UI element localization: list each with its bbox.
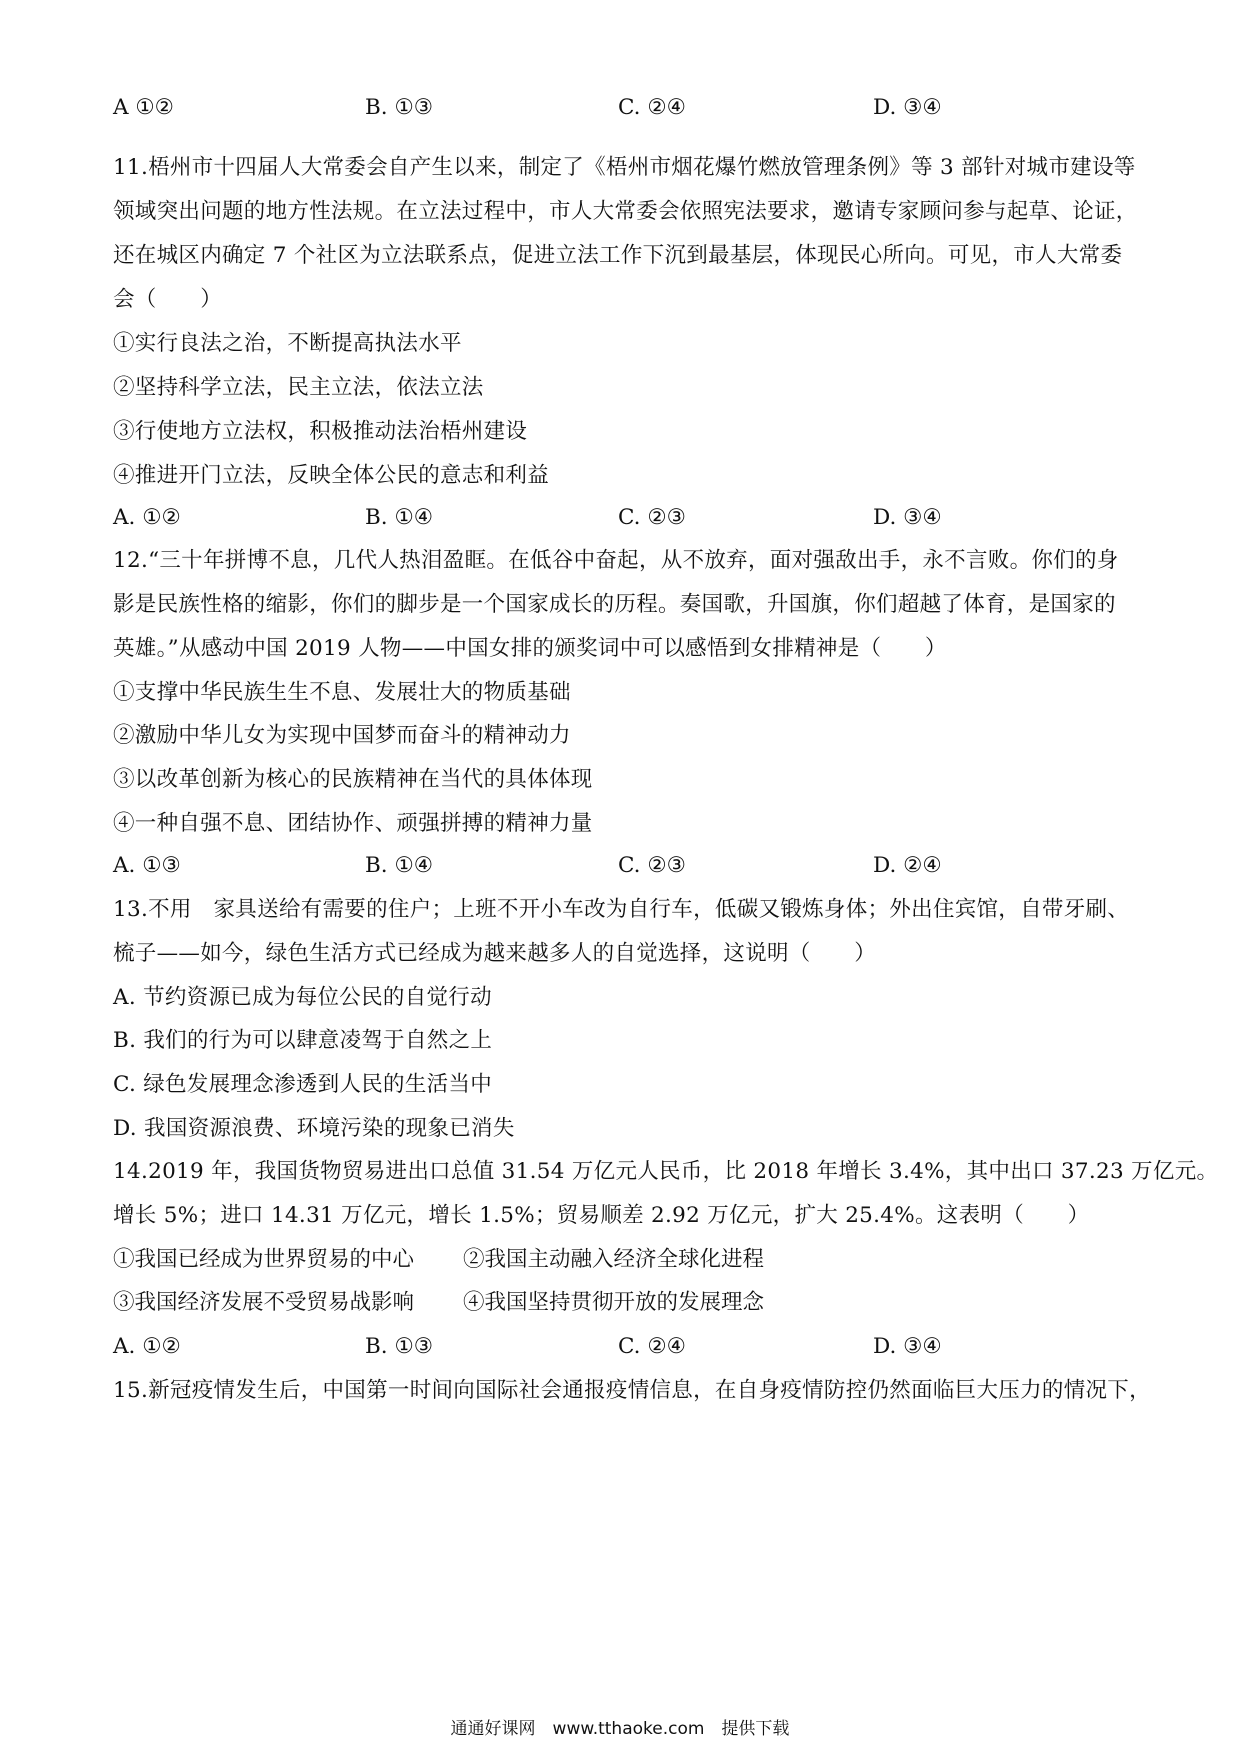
q10-options xyxy=(113,94,1133,122)
q11-option-d: D. ③④ xyxy=(873,505,942,530)
q12-stem-line: 英雄。”从感动中国 2019 人物——中国女排的颁奖词中可以感悟到女排精神是（ ） xyxy=(113,636,947,661)
q11-item-4: ④推进开门立法，反映全体公民的意志和利益 xyxy=(113,463,550,488)
q12-option-d: D. ②④ xyxy=(873,853,942,878)
q14-option-d: D. ③④ xyxy=(873,1334,942,1359)
q13-stem-line: 梳子——如今，绿色生活方式已经成为越来越多人的自觉选择，这说明（ ） xyxy=(113,941,877,966)
q13-stem-line: 13.不用 家具送给有需要的住户；上班不开小车改为自行车，低碳又锻炼身体；外出住宾馆，自带牙刷、 xyxy=(113,897,1130,922)
q13-option-b: B. 我们的行为可以肆意凌驾于自然之上 xyxy=(113,1028,493,1053)
q12-item-2: ②激励中华儿女为实现中国梦而奋斗的精神动力 xyxy=(113,723,571,748)
footer-watermark: 通通好课网 www.tthaoke.com 提供下载 xyxy=(450,1719,790,1739)
q14-items-row xyxy=(113,1246,1133,1274)
q11-options xyxy=(113,504,1133,532)
q13-option-d: D. 我国资源浪费、环境污染的现象已消失 xyxy=(113,1116,515,1141)
q11-stem-line: 领域突出问题的地方性法规。在立法过程中，市人大常委会依照宪法要求，邀请专家顾问参与起草、论证， xyxy=(113,199,1138,224)
q13-option-a: A. 节约资源已成为每位公民的自觉行动 xyxy=(113,985,492,1010)
q14-option-c: C. ②④ xyxy=(618,1334,686,1359)
q10-option-d: D. ③④ xyxy=(873,95,942,120)
q10-option-c: C. ②④ xyxy=(618,95,686,120)
q14-item-3: ③我国经济发展不受贸易战影响 xyxy=(113,1290,415,1315)
q14-item-4: ④我国坚持贯彻开放的发展理念 xyxy=(463,1290,765,1315)
q14-stem-line: 增长 5%；进口 14.31 万亿元，增长 1.5%；贸易顺差 2.92 万亿元，扩大 25.4%。这表明（ ） xyxy=(113,1203,1090,1228)
q11-option-b: B. ①④ xyxy=(365,505,434,530)
q11-stem-line: 会（ ） xyxy=(113,287,223,312)
q12-item-3: ③以改革创新为核心的民族精神在当代的具体体现 xyxy=(113,767,593,792)
q11-item-1: ①实行良法之治，不断提高执法水平 xyxy=(113,331,462,356)
q12-option-b: B. ①④ xyxy=(365,853,434,878)
q12-item-1: ①支撑中华民族生生不息、发展壮大的物质基础 xyxy=(113,680,571,705)
q15-stem-line: 15.新冠疫情发生后，中国第一时间向国际社会通报疫情信息，在自身疫情防控仍然面临巨大压力的情况下， xyxy=(113,1378,1151,1403)
q12-options xyxy=(113,852,1133,880)
q13-option-c: C. 绿色发展理念渗透到人民的生活当中 xyxy=(113,1072,493,1097)
q12-option-c: C. ②③ xyxy=(618,853,686,878)
q11-option-c: C. ②③ xyxy=(618,505,686,530)
q11-item-3: ③行使地方立法权，积极推动法治梧州建设 xyxy=(113,419,528,444)
q11-item-2: ②坚持科学立法，民主立法，依法立法 xyxy=(113,375,484,400)
q12-stem-line: 影是民族性格的缩影，你们的脚步是一个国家成长的历程。奏国歌，升国旗，你们超越了体育，是国家的 xyxy=(113,592,1116,617)
q12-item-4: ④一种自强不息、团结协作、顽强拼搏的精神力量 xyxy=(113,811,593,836)
q14-stem-line: 14.2019 年，我国货物贸易进出口总值 31.54 万亿元人民币，比 2018 年增长 3.4%，其中出口 37.23 万亿元。 xyxy=(113,1159,1219,1184)
q12-stem-line: 12.“三十年拼博不息，几代人热泪盈眶。在低谷中奋起，从不放弃，面对强敌出手，永不言败。你们的身 xyxy=(113,548,1119,573)
q10-option-a: A ①② xyxy=(113,95,174,120)
q14-item-2: ②我国主动融入经济全球化进程 xyxy=(463,1247,765,1272)
q14-option-a: A. ①② xyxy=(113,1334,181,1359)
q11-stem-line: 11.梧州市十四届人大常委会自产生以来，制定了《梧州市烟花爆竹燃放管理条例》等 3 部针对城市建设等 xyxy=(113,155,1136,180)
q11-stem-line: 还在城区内确定 7 个社区为立法联系点，促进立法工作下沉到最基层，体现民心所向。可见，市人大常委 xyxy=(113,243,1123,268)
q14-items-row xyxy=(113,1289,1133,1317)
q14-options xyxy=(113,1333,1133,1361)
q11-option-a: A. ①② xyxy=(113,505,181,530)
q10-option-b: B. ①③ xyxy=(365,95,434,120)
q14-item-1: ①我国已经成为世界贸易的中心 xyxy=(113,1247,415,1272)
q14-option-b: B. ①③ xyxy=(365,1334,434,1359)
q12-option-a: A. ①③ xyxy=(113,853,181,878)
